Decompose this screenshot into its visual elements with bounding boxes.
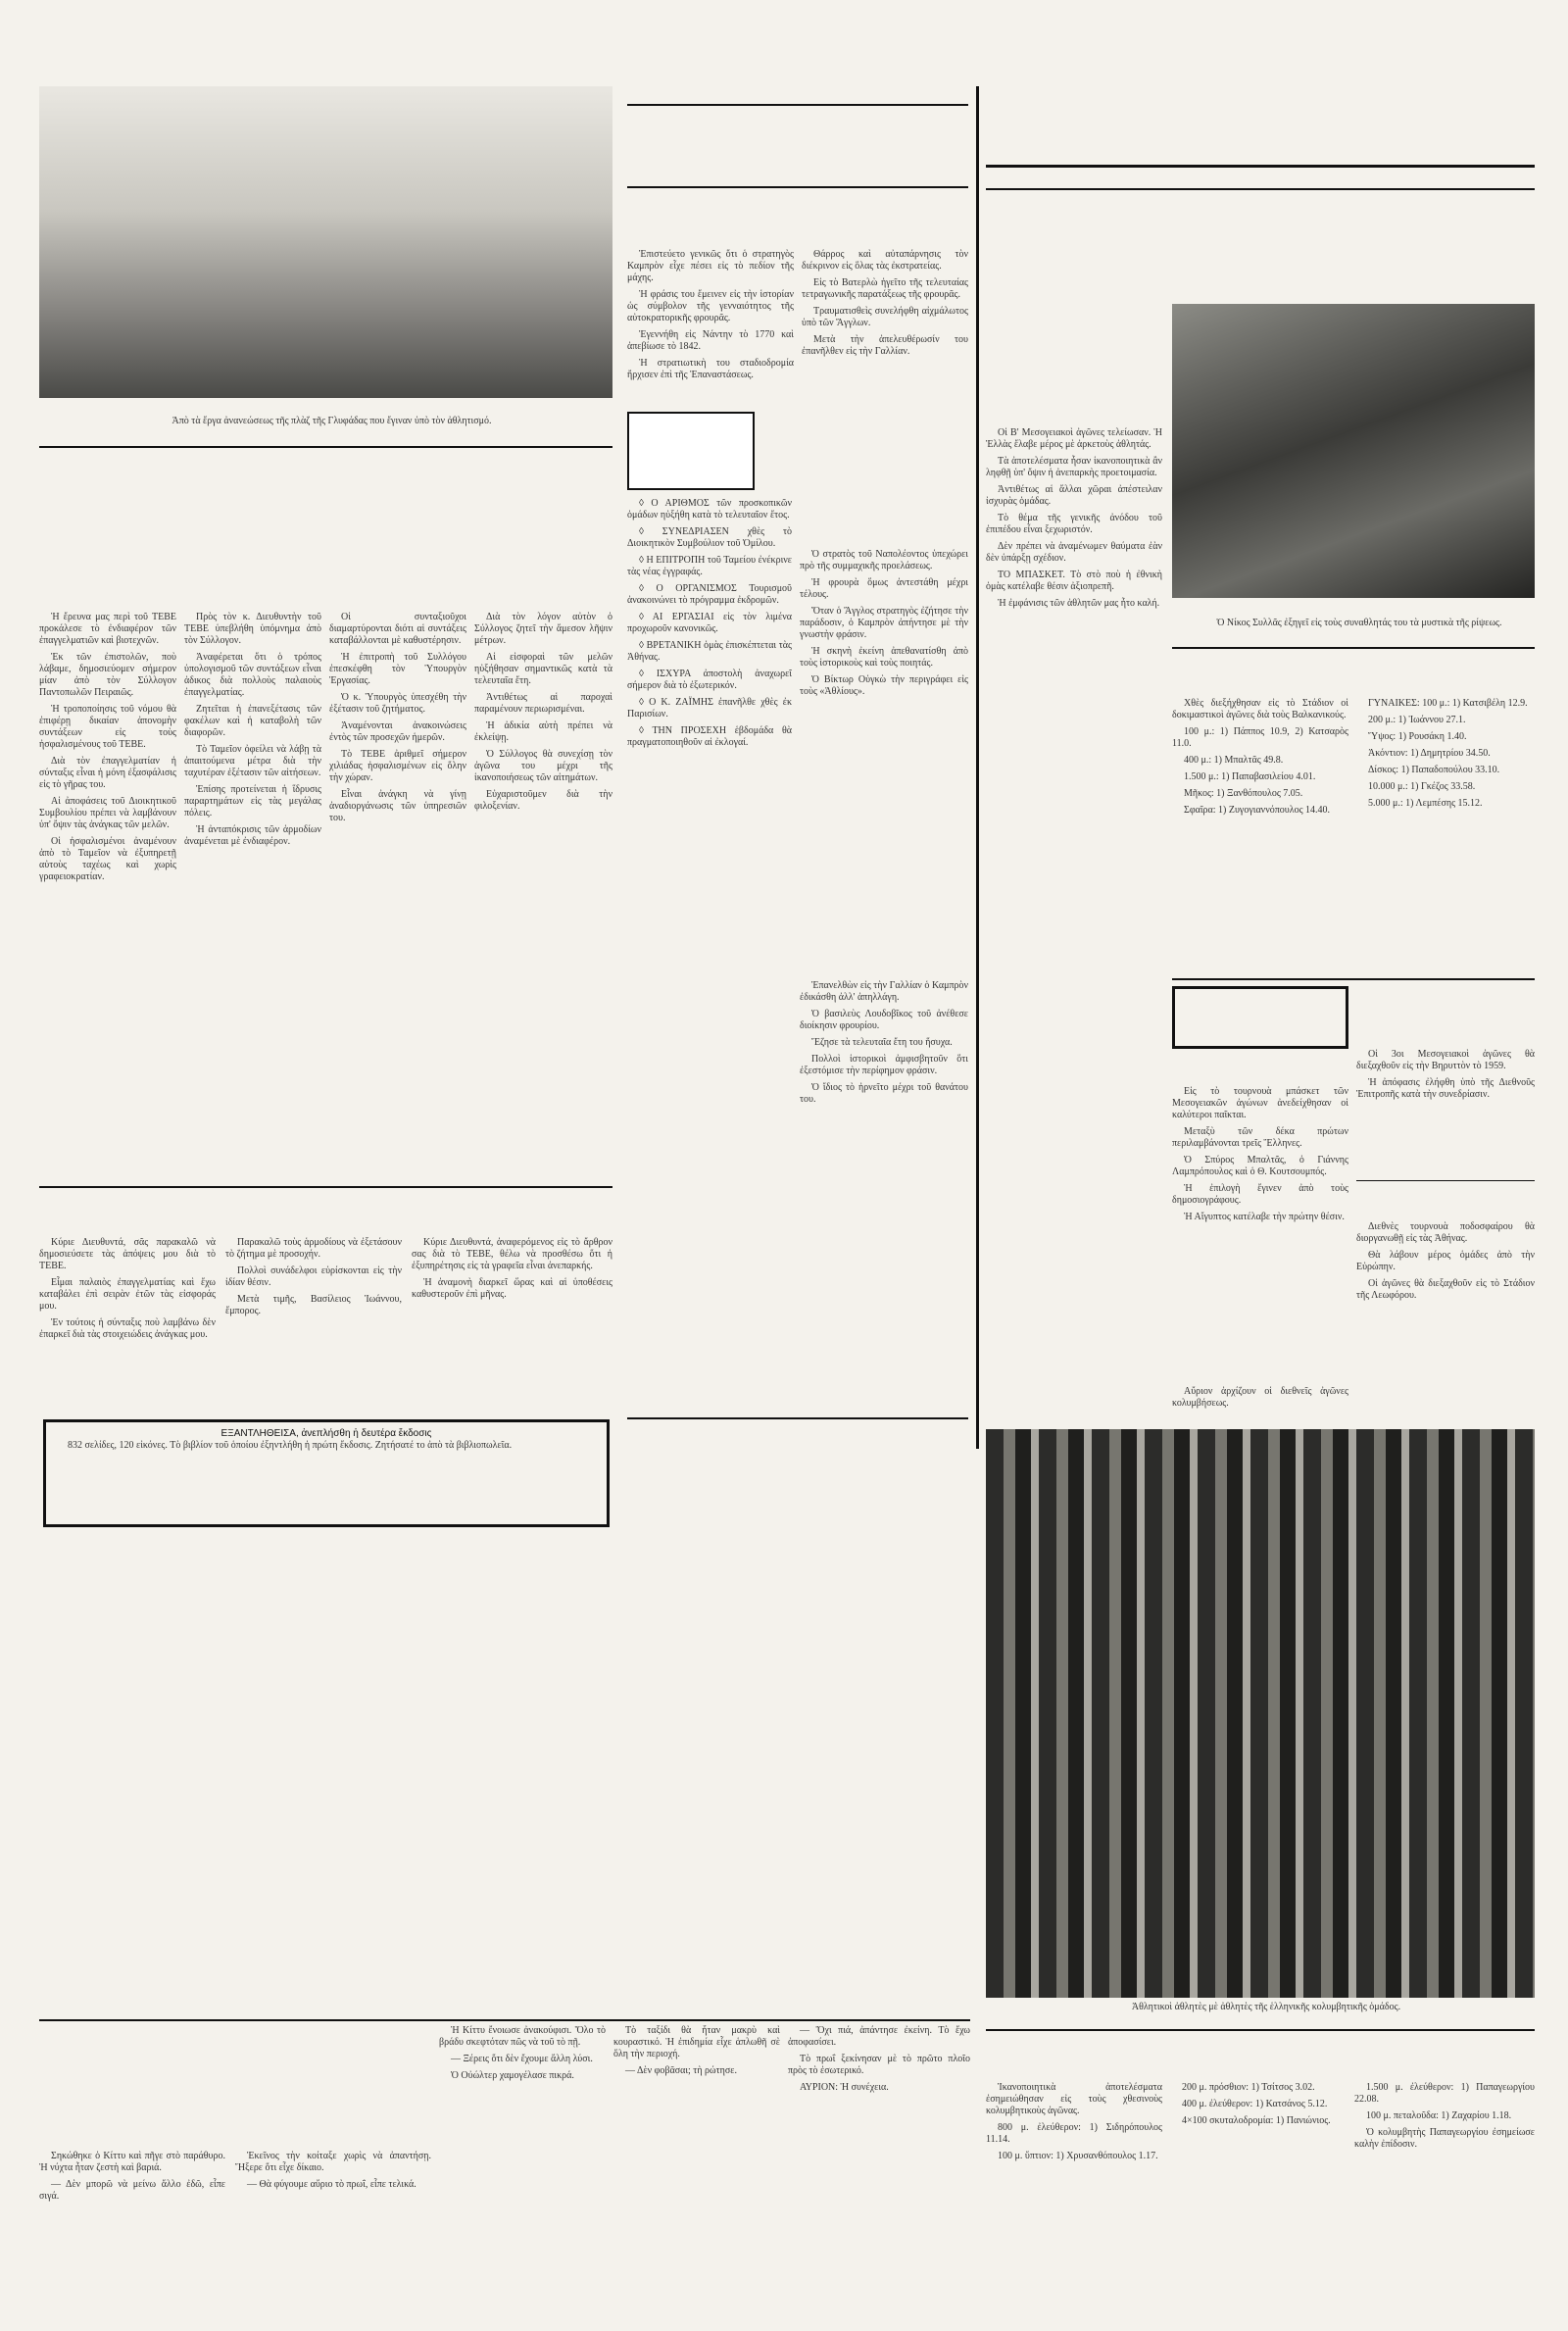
athl-intro: [986, 304, 1162, 382]
agones-col: Αὔριον ἀρχίζουν οἱ διεθνεῖς ἀγῶνες κολυμβήσεως.: [1172, 1386, 1348, 1409]
rule: [1172, 978, 1535, 980]
letter-headline: [39, 1194, 612, 1227]
masthead-city: [986, 171, 1133, 184]
rule: [39, 446, 612, 448]
romantso-byline: [39, 2109, 431, 2125]
sylla-photo: [1172, 304, 1535, 598]
apotel-col1: Χθὲς διεξήχθησαν εἰς τὸ Στάδιον οἱ δοκιμαστικοὶ ἀγῶνες διὰ τοὺς Βαλκανικούς. 100 μ.: 1) Πάππος 10.9, 2) Κατσαρὸς 11.0. 400 μ.: 1) Μπαλτᾶς 49.8. 1.500 μ.: 1) Παπαβασιλείου 4.01. Μῆκος: 1) Ξανθόπουλος 7.05. Σφαῖρα: 1) Ζυγογιαννόπουλος 14.40.: [1172, 698, 1348, 816]
nea-col1: ◊ Ο ΑΡΙΘΜΟΣ τῶν προσκοπικῶν ὁμάδων ηὐξήθη κατὰ τὸ τελευταῖον ἔτος. ◊ ΣΥΝΕΔΡΙΑΣΕΝ χθὲς τὸ Διοικητικὸν Συμβούλιον τοῦ Ὁμίλου. ◊ Η ΕΠΙΤΡΟΠΗ τοῦ Ταμείου ἐνέκρινε τὰς νέας ἐγγραφάς. ◊ Ο ΟΡΓΑΝΙΣΜΟΣ Τουρισμοῦ ἀνακοινώνει τὸ πρόγραμμα ἐκδρομῶν. ◊ ΑΙ ΕΡΓΑΣΙΑΙ εἰς τὸν λιμένα προχωροῦν κανονικῶς. ◊ ΒΡΕΤΑΝΙΚΗ ὁμὰς ἐπισκέπτεται τὰς Ἀθήνας. ◊ ΙΣΧΥΡΑ ἀποστολὴ ἀναχωρεῖ σήμερον διὰ τὸ ἐξωτερικόν. ◊ Ο Κ. ΖΑΪΜΗΣ ἐπανῆλθε χθὲς ἐκ Παρισίων. ◊ ΤΗΝ ΠΡΟΣΕΧΗ ἑβδομάδα θὰ πραγματοποιηθοῦν αἱ ἐκλογαί.: [627, 498, 792, 748]
beach-photo-caption: [39, 402, 612, 414]
athl-headline-1: [986, 225, 1535, 257]
athl-headline-2: [986, 259, 1535, 290]
third-small: [1356, 986, 1535, 1000]
beach-photo-subcaption: Ἀπὸ τὰ ἔργα ἀνανεώσεως τῆς πλὰζ τῆς Γλυφάδας που ἔγιναν ὑπὸ τὸν ἀθλητισμό.: [172, 416, 492, 426]
dieth-col: Διεθνὲς τουρνουὰ ποδοσφαίρου θὰ διοργανωθῇ εἰς τὰς Ἀθήνας. Θὰ λάβουν μέρος ὁμάδες ἀπὸ τὴν Εὐρώπην. Οἱ ἀγῶνες θὰ διεξαχθοῦν εἰς τὸ Στάδιον τῆς Λεωφόρου.: [1356, 1221, 1535, 1301]
dieth-title-1: [1356, 1186, 1535, 1202]
agones-sub: [1172, 1370, 1348, 1384]
beach-photo: [39, 86, 612, 398]
kolymb-col2: 200 μ. πρόσθιον: 1) Τσίτσος 3.02. 400 μ. ἐλεύθερον: 1) Κατσάνος 5.12. 4×100 σκυταλοδρομία: 1) Πανιώνιος.: [1182, 2082, 1331, 2126]
rule: [39, 2019, 970, 2021]
kolymb-col1: Ἱκανοποιητικὰ ἀποτελέσματα ἐσημειώθησαν εἰς τοὺς χθεσινοὺς κολυμβητικοὺς ἀγῶνας. 800 μ. ἐλεύθερον: 1) Σιδηρόπουλος 11.14. 100 μ. ὕπτιον: 1) Χρυσανθόπουλος 1.17.: [986, 2082, 1162, 2161]
rule: [986, 2029, 1535, 2031]
rule: [627, 1417, 968, 1419]
romantso-col4: Τὸ ταξίδι θὰ ἦταν μακρὺ καὶ κουραστικό. Ἡ ἐπιδημία εἶχε ἁπλωθῆ σὲ ὅλη τὴν περιοχή. — Δὲν φοβᾶσαι; τὴ ρώτησε.: [613, 2025, 780, 2076]
rule: [627, 104, 968, 106]
kampron-col3: Ἐπανελθὼν εἰς τὴν Γαλλίαν ὁ Καμπρὸν ἐδικάσθη ἀλλ' ἀπηλλάγη. Ὁ βασιλεὺς Λουδοβῖκος τοῦ ἀνέθεσε διοίκησιν φρουρίου. Ἔζησε τὰ τελευταῖα ἔτη του ἥσυχα. Πολλοὶ ἱστορικοὶ ἀμφισβητοῦν ὅτι ἐξεστόμισε τὴν περίφημον φράσιν. Ὁ ἴδιος τὸ ἠρνεῖτο μέχρι τοῦ θανάτου του.: [800, 980, 968, 1105]
masthead-issue: [1421, 171, 1535, 184]
apotel-col2: ΓΥΝΑΙΚΕΣ: 100 μ.: 1) Κατσιβέλη 12.9. 200 μ.: 1) Ἰωάννου 27.1. Ὕψος: 1) Ρουσάκη 1.40. Ἀκόντιον: 1) Δημητρίου 34.50. Δίσκος: 1) Παπαδοπούλου 33.10. 10.000 μ.: 1) Γκέζος 33.58. 5.000 μ.: 1) Λεμπέσης 15.12.: [1368, 698, 1528, 809]
masthead-title: [986, 86, 1535, 163]
rule: [976, 86, 979, 1449]
teve-article-col3: Οἱ συνταξιοῦχοι διαμαρτύρονται διότι αἱ συντάξεις καταβάλλονται μὲ καθυστέρησιν. Ἡ ἐπιτροπὴ τοῦ Συλλόγου ἐπεσκέφθη τὸν Ὑπουργὸν Ἐργασίας. Ὁ κ. Ὑπουργὸς ὑπεσχέθη τὴν ἐξέτασιν τοῦ ζητήματος. Ἀναμένονται ἀνακοινώσεις ἐντὸς τῶν προσεχῶν ἡμερῶν. Τὸ ΤΕΒΕ ἀριθμεῖ σήμερον χιλιάδας ἠσφαλισμένων εἰς ὅλην τὴν χώραν. Εἶναι ἀνάγκη νὰ γίνῃ ἀναδιοργάνωσις τῶν ὑπηρεσιῶν του.: [329, 612, 466, 823]
romantso-col5: — Ὄχι πιά, ἀπάντησε ἐκείνη. Τὸ ἔχω ἀποφασίσει. Τὸ πρωΐ ξεκίνησαν μὲ τὸ πρῶτο πλοῖο πρὸς τὸ ἐσωτερικό. ΑΥΡΙΟΝ: Ἡ συνέχεια.: [788, 2025, 970, 2093]
teve-article-col4: Διὰ τὸν λόγον αὐτὸν ὁ Σύλλογος ζητεῖ τὴν ἄμεσον λῆψιν μέτρων. Αἱ εἰσφοραὶ τῶν μελῶν ηὐξήθησαν σημαντικῶς κατὰ τὰ τελευταῖα ἔτη. Ἀντιθέτως αἱ παροχαὶ παραμένουν περιωρισμέναι. Ἡ ἀδικία αὐτὴ πρέπει νὰ ἐκλείψῃ. Ὁ Σύλλογος θὰ συνεχίσῃ τὸν ἀγῶνα του μέχρι τῆς ἱκανοποιήσεως τῶν αἰτημάτων. Εὐχαριστοῦμεν διὰ τὴν φιλοξενίαν.: [474, 612, 612, 812]
third-col: Οἱ 3οι Μεσογειακοὶ ἀγῶνες θὰ διεξαχθοῦν εἰς τὴν Βηρυττὸν τὸ 1959. Ἡ ἀπόφασις ἐλήφθη ὑπὸ τῆς Διεθνοῦς Ἐπιτροπῆς κατὰ τὴν συνεδρίασιν.: [1356, 1049, 1535, 1100]
athl-col1: Οἱ Β' Μεσογειακοὶ ἀγῶνες τελείωσαν. Ἡ Ἑλλὰς ἔλαβε μέρος μὲ ἀρκετοὺς ἀθλητάς. Τὰ ἀποτελέσματα ἦσαν ἱκανοποιητικὰ ἂν ληφθῇ ὑπ' ὄψιν ἡ ἀνεπαρκὴς προετοιμασία. Ἀντιθέτως αἱ ἄλλαι χῶραι ἀπέστειλαν ἰσχυρὰς ὁμάδας. Τὸ θέμα τῆς γενικῆς ἀνόδου τοῦ ἐπιπέδου εἶναι ξεχωριστόν. Δὲν πρέπει νὰ ἀναμένωμεν θαύματα ἐὰν δὲν ὑπάρξῃ σχέδιον. ΤΟ ΜΠΑΣΚΕΤ. Τὸ στὸ ποὺ ἡ ἐθνικὴ ὁμὰς κατέλαβε θέσιν ἀξιοπρεπῆ. Ἡ ἐμφάνισις τῶν ἀθλητῶν μας ἦτο καλή.: [986, 427, 1162, 609]
agones-title: [1172, 1357, 1348, 1370]
rule: [1172, 647, 1535, 649]
romantso-col1: Σηκώθηκε ὁ Κίττυ καὶ πῆγε στὸ παράθυρο. Ἡ νύχτα ἦταν ζεστὴ καὶ βαριά. — Δὲν μπορῶ νὰ μείνω ἄλλο ἐδῶ, εἶπε σιγά.: [39, 2151, 225, 2202]
romantso-headline: [39, 2047, 431, 2098]
kampron-col1: Ἐπιστεύετο γενικῶς ὅτι ὁ στρατηγὸς Καμπρὸν εἶχε πέσει εἰς τὸ πεδίον τῆς μάχης. Ἡ φράσις του ἔμεινεν εἰς τὴν ἱστορίαν ὡς σύμβολον τῆς γενναιότητος τῆς αὐτοκρατορικῆς φρουρᾶς. Ἐγεννήθη εἰς Νάντην τὸ 1770 καὶ ἀπεβίωσε τὸ 1842. Ἡ στρατιωτικὴ του σταδιοδρομία ἤρχισεν ἐπὶ τῆς Ἐπαναστάσεως.: [627, 249, 794, 380]
sexologia-ad-pretitle: ΕΞΑΝΤΛΗΘΕΙΣΑ, ἀνεπλήσθη ἡ δευτέρα ἔκδοσις: [220, 1428, 432, 1439]
sylla-photo-caption: [1172, 602, 1535, 616]
athl-byline-2: [986, 408, 1162, 422]
kampron-headline: [627, 108, 968, 184]
letter-col2: Παρακαλῶ τοὺς ἁρμοδίους νὰ ἐξετάσουν τὸ ζήτημα μὲ προσοχήν. Πολλοὶ συνάδελφοι εὑρίσκονται εἰς τὴν ἰδίαν θέσιν. Μετὰ τιμῆς, Βασίλειος Ἰωάννου, ἔμπορος.: [225, 1237, 402, 1316]
rule: [627, 186, 968, 188]
athl-kicker: [986, 204, 1535, 220]
teve-kicker: [39, 453, 612, 471]
letter-col3: Κύριε Διευθυντά, ἀναφερόμενος εἰς τὸ ἄρθρον σας διὰ τὸ ΤΕΒΕ, θέλω νὰ προσθέσω ὅτι ἡ ἐξυπηρέτησις εἰς τὰ γραφεῖα εἶναι ἀνεπαρκής. Ἡ ἀναμονὴ διαρκεῖ ὥρας καὶ αἱ ὑποθέσεις καθυστεροῦν ἐπὶ μῆνας.: [412, 1237, 612, 1300]
kampron-deck: [794, 218, 968, 245]
swimmers-photo-caption: Ἀθλητικοὶ ἀθλητὲς μὲ ἀθλητὲς τῆς ἑλληνικῆς κολυμβητικῆς ὁμάδος.: [1131, 2002, 1401, 2012]
best-col: Εἰς τὸ τουρνουὰ μπάσκετ τῶν Μεσογειακῶν ἀγώνων ἀνεδείχθησαν οἱ καλύτεροι παῖκται. Μεταξὺ τῶν δέκα πρώτων περιλαμβάνονται τρεῖς Ἕλληνες. Ὁ Σπύρος Μπαλτᾶς, ὁ Γιάννης Λαμπρόπουλος καὶ ὁ Θ. Κουτσουμπός. Ἡ ἐπιλογὴ ἔγινεν ἀπὸ τοὺς δημοσιογράφους. Ἡ Αἴγυπτος κατέλαβε τὴν πρώτην θέσιν.: [1172, 1086, 1348, 1222]
best-players-box: [1172, 986, 1348, 1049]
kampron-kicker: [627, 86, 968, 102]
best-deck: [1172, 1053, 1348, 1082]
athl-byline-1: [986, 394, 1162, 408]
apotel-title-1: [1172, 655, 1535, 672]
rule: [986, 165, 1535, 168]
kampron-col2: Θάρρος καὶ αὐταπάρνησις τὸν διέκρινον εἰς ὅλας τὰς ἐκστρατείας. Εἰς τὸ Βατερλὼ ἡγεῖτο τῆς τελευταίας τετραγωνικῆς παρατάξεως τῆς φρουρᾶς. Τραυματισθεὶς συνελήφθη αἰχμάλωτος ὑπὸ τῶν Ἄγγλων. Μετὰ τὴν ἀπελευθέρωσίν του ἐπανῆλθεν εἰς τὴν Γαλλίαν.: [802, 249, 968, 357]
teve-deck: [323, 576, 612, 604]
nea-col2: Ὁ στρατὸς τοῦ Ναπολέοντος ὑπεχώρει πρὸ τῆς συμμαχικῆς προελάσεως. Ἡ φρουρὰ ὅμως ἀντεστάθη μέχρι τέλους. Ὅταν ὁ Ἄγγλος στρατηγὸς ἐζήτησε τὴν παράδοσιν, ὁ Καμπρὸν ἀπήντησε μὲ τὴν γνωστὴν φράσιν. Ἡ σκηνὴ ἐκείνη ἀπεθανατίσθη ἀπὸ τοὺς ἱστορικοὺς καὶ τοὺς ποιητάς. Ὁ Βίκτωρ Οὑγκὼ τὴν περιγράφει εἰς τοὺς «Ἀθλίους».: [800, 549, 968, 697]
sexologia-ad-body: 832 σελίδες, 120 εἰκόνες. Τὸ βιβλίον τοῦ ὁποίου ἐξηντλήθη ἡ πρώτη ἔκδοσις. Ζητήσατέ το ἀπὸ τὰ βιβλιοπωλεῖα.: [68, 1440, 513, 1451]
letter-col1: Κύριε Διευθυντά, σᾶς παρακαλῶ νὰ δημοσιεύσετε τὰς ἀπόψεις μου διὰ τὸ ΤΕΒΕ. Εἶμαι παλαιὸς ἐπαγγελματίας καὶ ἔχω καταβάλει ἐπὶ σειρὰν ἐτῶν τὰς εἰσφοράς μου. Ἐν τούτοις ἡ σύνταξις ποὺ λαμβάνω δὲν ἐπαρκεῖ διὰ τὰς στοιχειώδεις ἀνάγκας μου.: [39, 1237, 216, 1340]
romantso-col2: Ἐκεῖνος τὴν κοίταξε χωρὶς νὰ ἀπαντήσῃ. Ἤξερε ὅτι εἶχε δίκαιο. — Θὰ φύγουμε αὔριο τὸ πρωΐ, εἶπε τελικά.: [235, 2151, 431, 2190]
sylla-photo-subcaption: Ὁ Νίκος Συλλᾶς ἐξηγεῖ εἰς τοὺς συναθλητάς του τὰ μυστικὰ τῆς ρίψεως.: [1216, 618, 1502, 628]
rule: [1356, 1180, 1535, 1181]
masthead-date: [1176, 171, 1372, 184]
rule: [986, 188, 1535, 190]
teve-headline: [39, 472, 612, 543]
third-title-1: [1356, 1002, 1535, 1021]
kolymb-col3: 1.500 μ. ἐλεύθερον: 1) Παπαγεωργίου 22.08. 100 μ. πεταλοῦδα: 1) Ζαχαρίου 1.18. Ὁ κολυμβητὴς Παπαγεωργίου ἐσημείωσε καλὴν ἐπίδοσιν.: [1354, 2082, 1535, 2150]
nea-box: [627, 412, 755, 490]
apotel-title-2: [1172, 674, 1535, 692]
romantso-part: [39, 2131, 137, 2147]
teve-subhead: [39, 547, 612, 572]
romantso-kicker: [39, 2025, 431, 2043]
teve-article-col2: Πρὸς τὸν κ. Διευθυντὴν τοῦ ΤΕΒΕ ὑπεβλήθη ὑπόμνημα ἀπὸ τὸν Σύλλογον. Ἀναφέρεται ὅτι ὁ τρόπος ὑπολογισμοῦ τῶν συντάξεων εἶναι ἀδικος διὰ πολλοὺς παλαιοὺς ἐπαγγελματίας. Ζητεῖται ἡ ἐπανεξέτασις τῶν φακέλων καὶ ἡ καταβολὴ τῶν διαφορῶν. Τὸ Ταμεῖον ὀφείλει νὰ λάβῃ τὰ ἀπαιτούμενα μέτρα διὰ τὴν ταχυτέραν ἐξέτασιν τῶν αἰτήσεων. Ἐπίσης προτείνεται ἡ ἵδρυσις παραρτημάτων εἰς τὰς μεγάλας πόλεις. Ἡ ἀνταπόκρισις τῶν ἁρμοδίων ἀναμένεται μὲ ἐνδιαφέρον.: [184, 612, 321, 847]
rule: [39, 1186, 612, 1188]
romantso-col3: Ἡ Κίττυ ἔνοιωσε ἀνακούφισι. Ὅλο τὸ βράδυ σκεφτόταν πῶς νὰ τοῦ τὸ πῇ. — Ξέρεις ὅτι δὲν ἔχουμε ἄλλη λύσι. Ὁ Οὐώλτερ χαμογέλασε πικρά.: [439, 2025, 606, 2081]
third-title-2: [1356, 1023, 1535, 1043]
dieth-title-2: [1356, 1202, 1535, 1217]
sexologia-ad: [43, 1419, 610, 1527]
kolymbitikoi-headline: [986, 2035, 1535, 2074]
teve-article-col1: Ἡ ἔρευνα μας περὶ τοῦ ΤΕΒΕ προκάλεσε τὸ ἐνδιαφέρον τῶν ἐπαγγελματιῶν καὶ βιοτεχνῶν. Ἐκ τῶν ἐπιστολῶν, ποὺ λάβαμε, δημοσιεύομεν σήμερον μίαν ἀπὸ τὸν Σύλλογον Παντοπωλῶν Πειραιῶς. Ἡ τροποποίησις τοῦ νόμου θὰ ἐπιφέρῃ δικαίαν ἀπονομὴν συντάξεων εἰς τοὺς ἠσφαλισμένους τοῦ ΤΕΒΕ. Διὰ τὸν ἐπαγγελματίαν ἡ σύνταξις εἶναι ἡ μόνη ἐξασφάλισις εἰς τὸ γῆρας του. Αἱ ἀποφάσεις τοῦ Διοικητικοῦ Συμβουλίου πρέπει νὰ λαμβάνουν ὑπ' ὄψιν τὰς ἀνάγκας τῶν μελῶν. Οἱ ἠσφαλισμένοι ἀναμένουν ἀπὸ τὸ Ταμεῖον νὰ ἐξυπηρετῇ αὐτοὺς ταχέως καὶ χωρὶς γραφειοκρατίαν.: [39, 612, 176, 882]
kampron-subhead: [627, 192, 968, 216]
swimmers-group-photo: [986, 1429, 1535, 1998]
